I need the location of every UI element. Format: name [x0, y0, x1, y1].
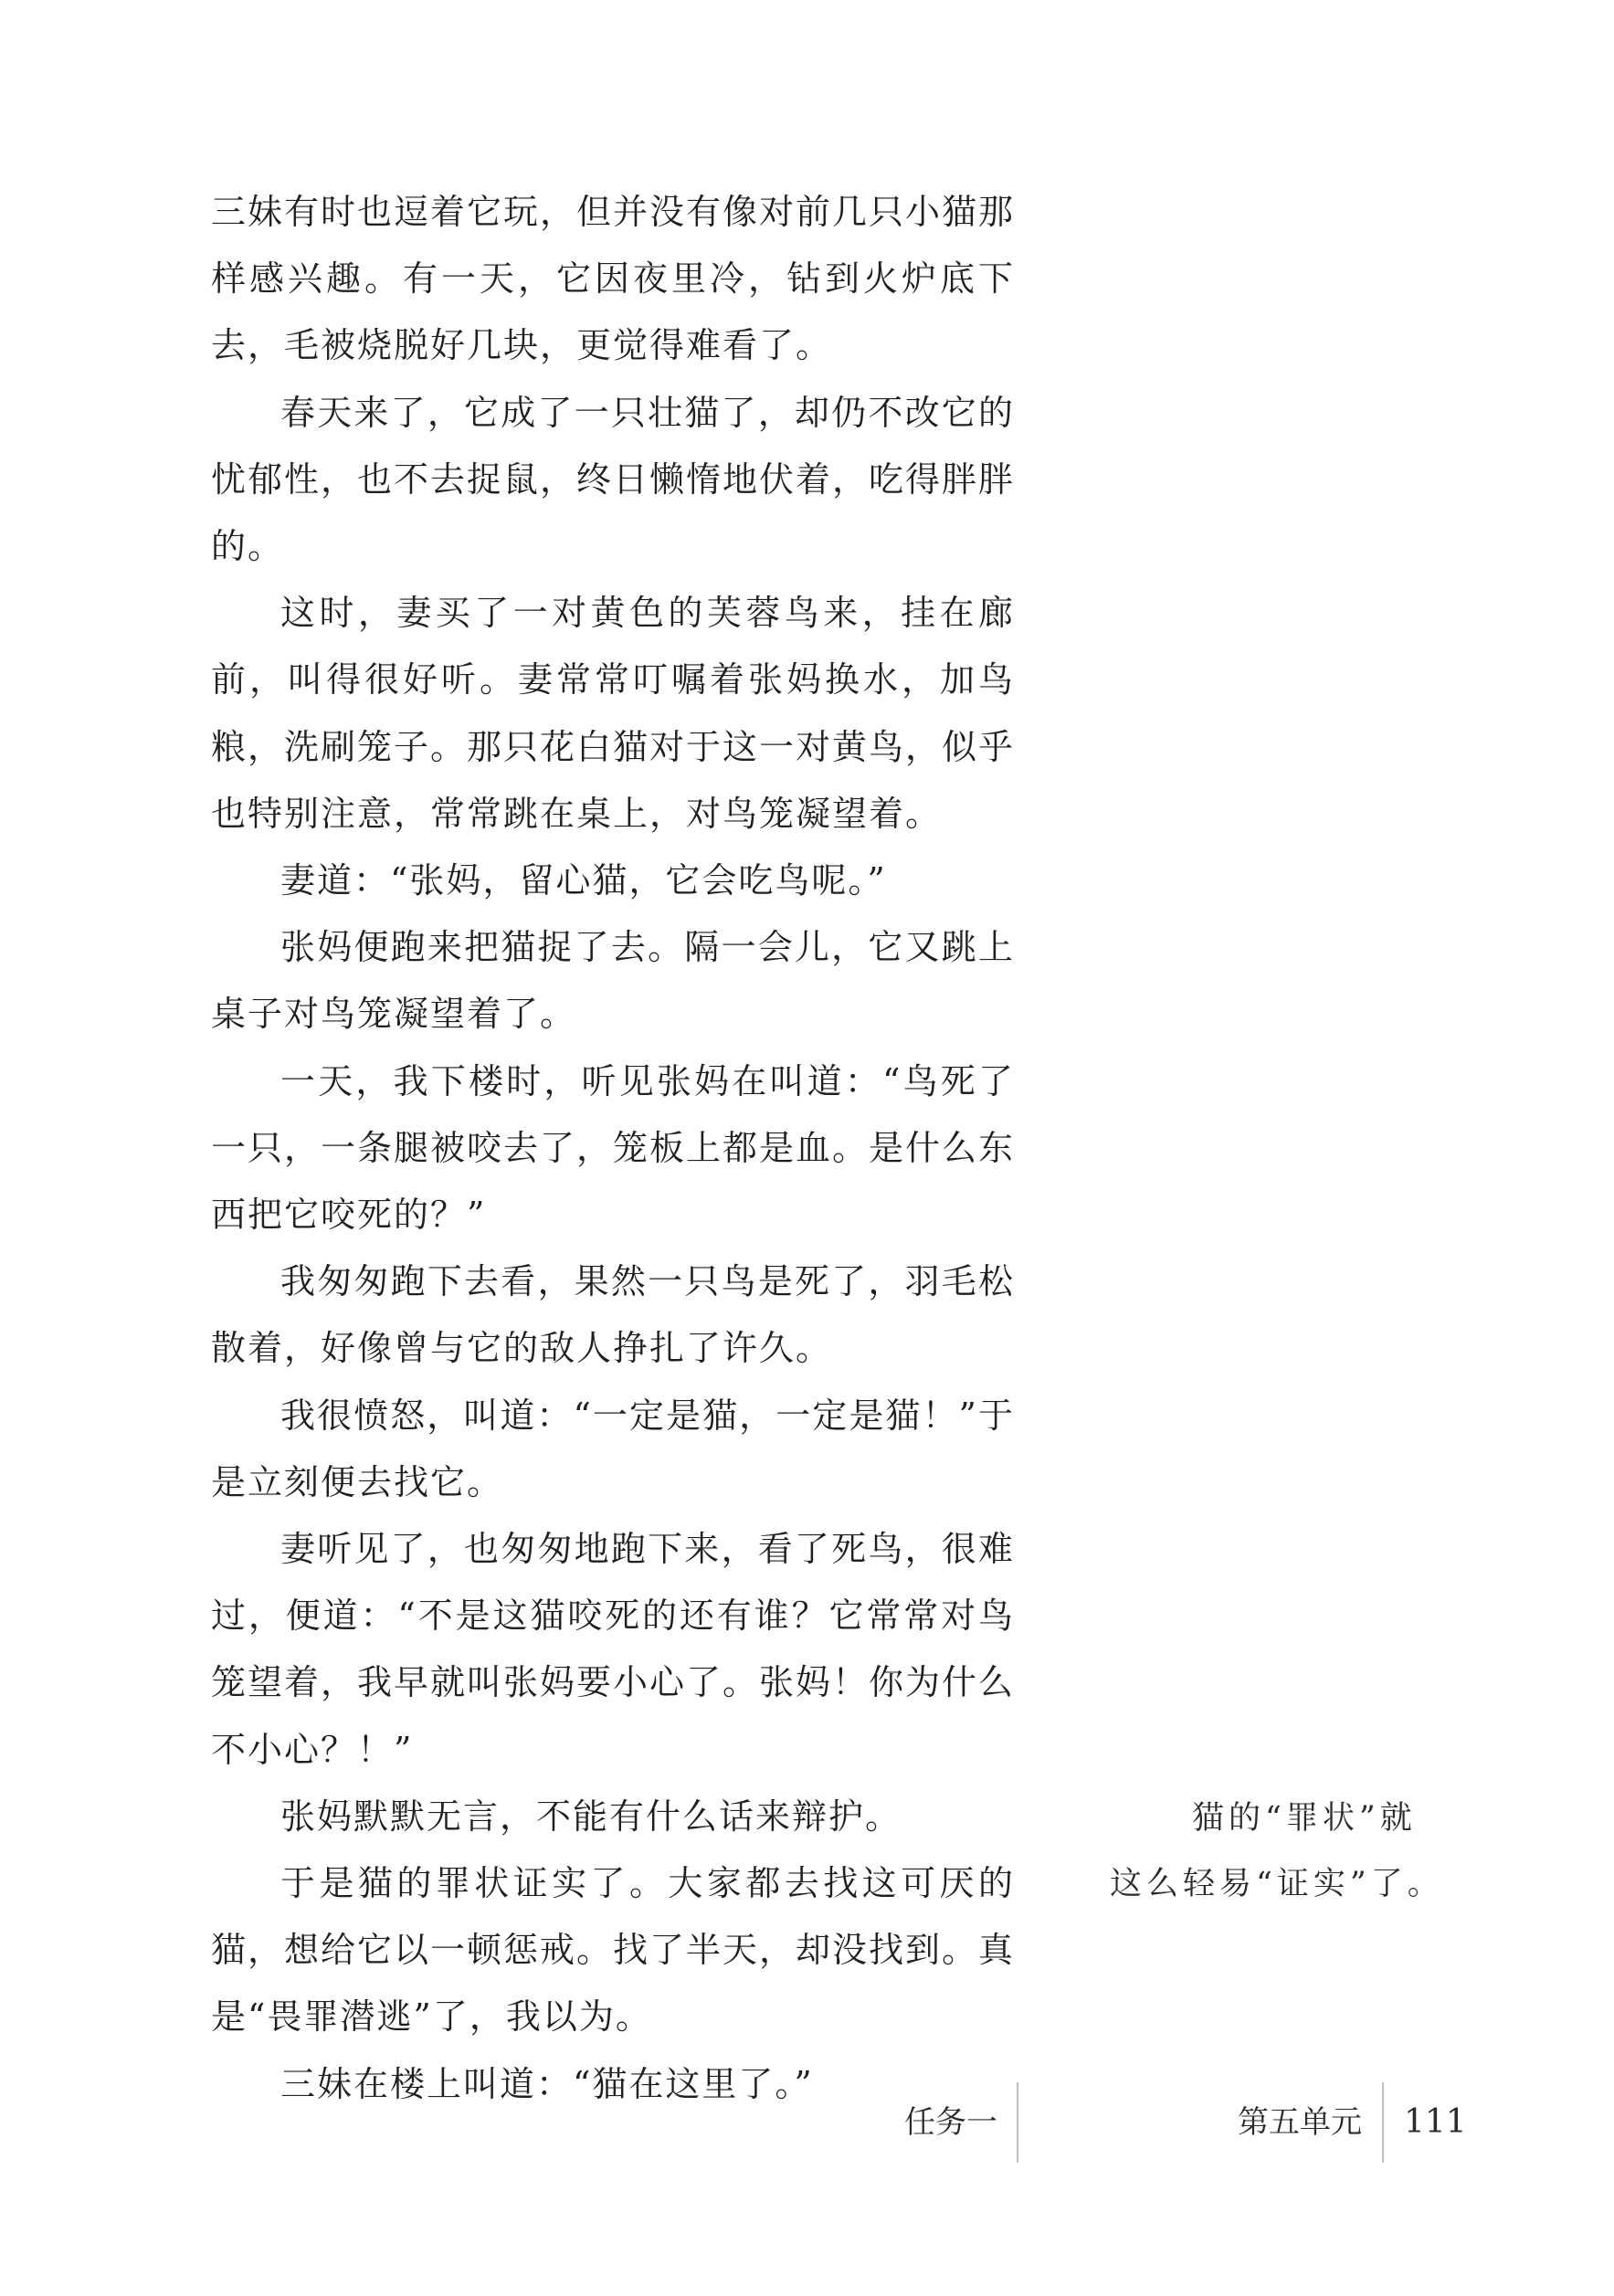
paragraph: 张妈便跑来把猫捉了去。隔一会儿，它又跳上桌子对鸟笼凝望着了。 [211, 927, 1015, 1035]
paragraph: 我匆匆跑下去看，果然一只鸟是死了，羽毛松散着，好像曾与它的敌人挣扎了许久。 [211, 1261, 1015, 1369]
paragraph: 于是猫的罪状证实了。大家都去找这可厌的猫，想给它以一顿惩戒。找了半天，却没找到。真是“畏罪潜逃”了，我以为。 [211, 1863, 1016, 2038]
paragraph: 张妈默默无言，不能有什么话来辩护。 [280, 1796, 902, 1837]
footer-divider [1017, 2082, 1018, 2163]
paragraph: 这时，妻买了一对黄色的芙蓉鸟来，挂在廊前，叫得很好听。妻常常叮嘱着张妈换水，加鸟粮，洗刷笼子。那只花白猫对于这一对黄鸟，似乎也特别注意，常常跳在桌上，对鸟笼凝望着。 [211, 593, 1016, 834]
margin-annotation [1110, 1785, 1457, 1917]
paragraph: 妻道：“张妈，留心猫，它会吃鸟呢。” [280, 860, 887, 901]
annotation-line: 这么轻易“证实”了。 [1110, 1866, 1444, 1902]
paragraph: 一天，我下楼时，听见张妈在叫道：“鸟死了一只，一条腿被咬去了，笼板上都是血。是什么东西把它咬死的？” [211, 1060, 1016, 1236]
paragraph: 三妹有时也逗着它玩，但并没有像对前几只小猫那样感兴趣。有一天，它因夜里冷，钻到火炉底下去，毛被烧脱好几块，更觉得难看了。 [211, 192, 1016, 366]
paragraph: 妻听见了，也匆匆地跑下来，看了死鸟，很难过，便道：“不是这猫咬死的还有谁？它常常对鸟笼望着，我早就叫张妈要小心了。张妈！你为什么不小心？！” [211, 1529, 1016, 1770]
paragraph: 春天来了，它成了一只壮猫了，却仍不改它的忧郁性，也不去捉鼠，终日懒惰地伏着，吃得胖胖的。 [211, 392, 1016, 567]
footer-divider [1382, 2082, 1384, 2163]
paragraph: 我很愤怒，叫道：“一定是猫，一定是猫！”于是立刻便去找它。 [211, 1395, 1015, 1502]
page-number: 111 [1404, 2103, 1467, 2141]
main-text [211, 179, 1015, 2118]
paragraph: 三妹在楼上叫道：“猫在这里了。” [280, 2063, 814, 2104]
footer-task-label: 任务一 [904, 2104, 997, 2141]
footer-unit-label: 第五单元 [1238, 2104, 1362, 2141]
annotation-line: 猫的“罪状”就 [1192, 1800, 1417, 1837]
